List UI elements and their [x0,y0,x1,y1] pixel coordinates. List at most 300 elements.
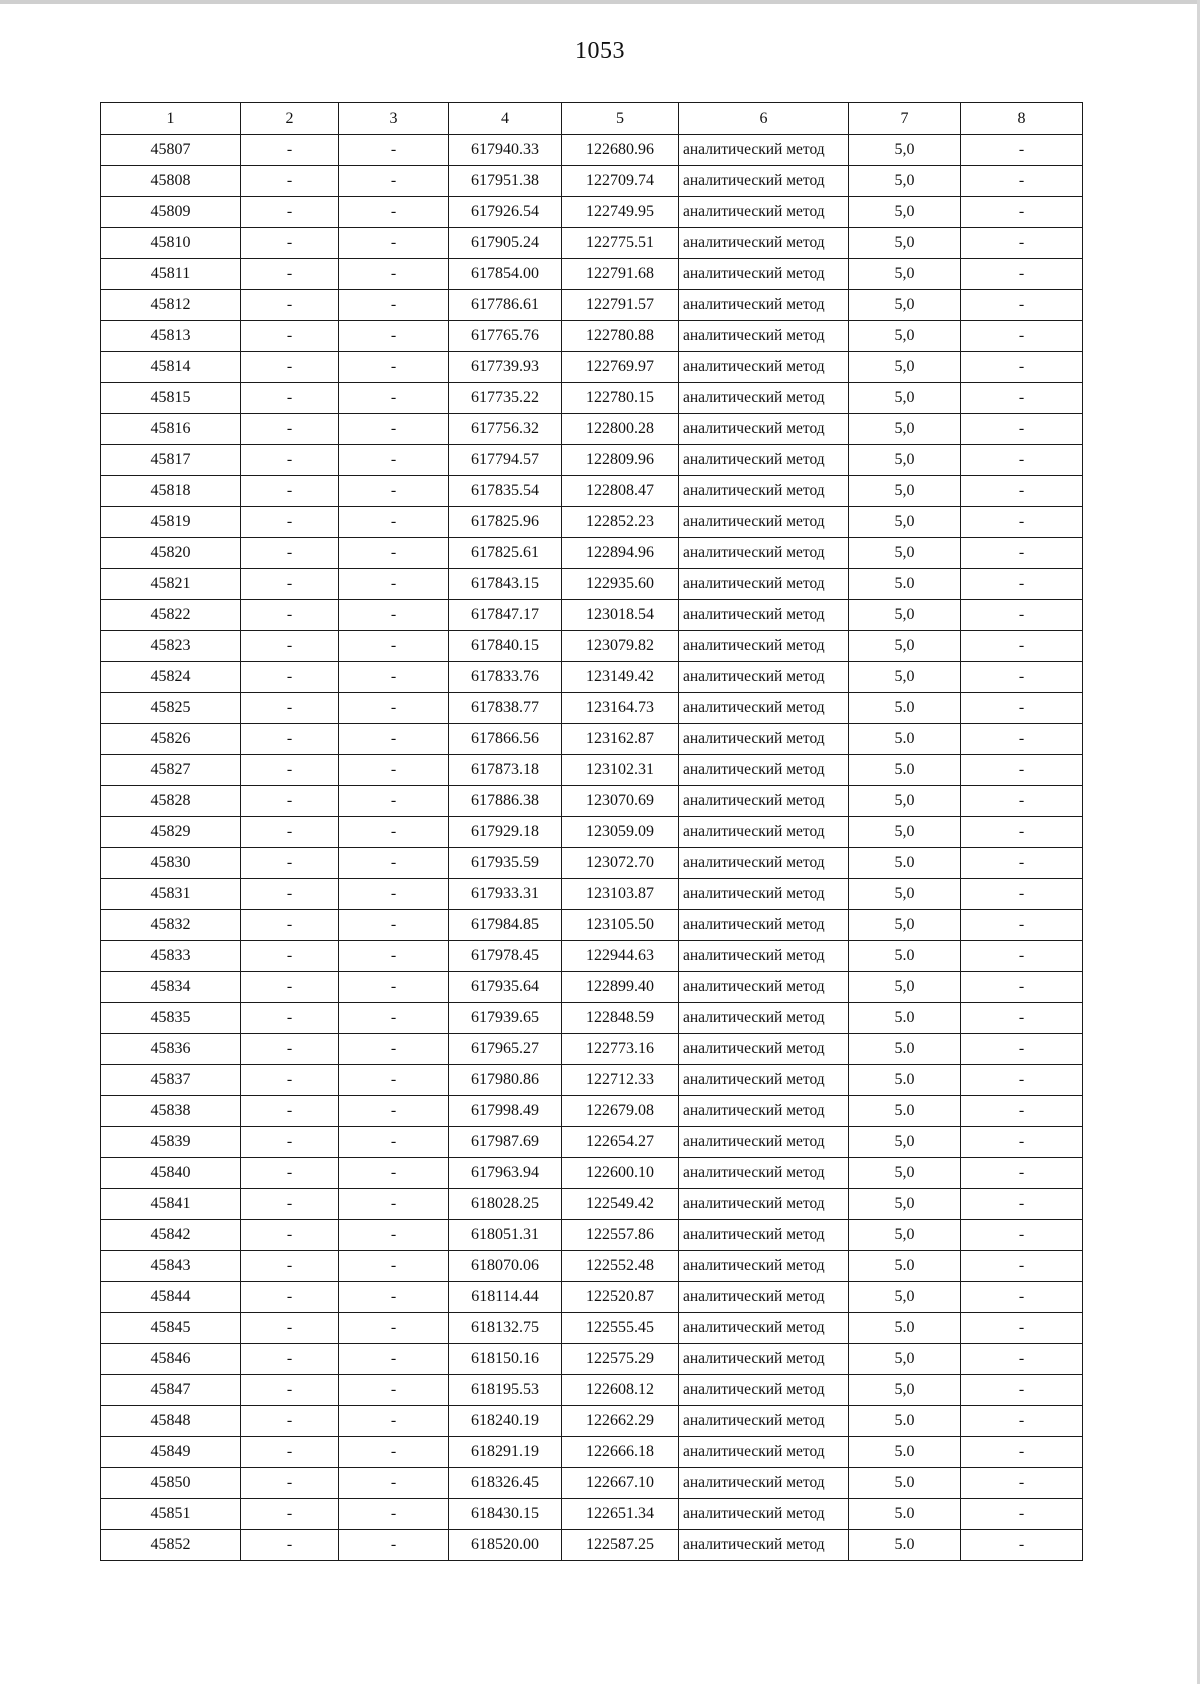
accuracy-cell: 5,0 [849,228,961,259]
col8-cell: - [961,941,1083,972]
point-number-cell: 45827 [101,755,241,786]
y-coordinate-cell: 122780.15 [562,383,679,414]
y-coordinate-cell: 122666.18 [562,1437,679,1468]
accuracy-cell: 5,0 [849,538,961,569]
x-coordinate-cell: 618326.45 [449,1468,562,1499]
col2-cell: - [241,1313,339,1344]
col2-cell: - [241,1499,339,1530]
col3-cell: - [339,1313,449,1344]
table-row [101,1189,1083,1220]
col8-cell: - [961,1468,1083,1499]
table-body [101,135,1083,1561]
point-number-cell: 45838 [101,1096,241,1127]
accuracy-cell: 5,0 [849,1220,961,1251]
point-number-cell: 45813 [101,321,241,352]
method-cell: аналитический метод [679,1282,849,1313]
col3-cell: - [339,135,449,166]
x-coordinate-cell: 617854.00 [449,259,562,290]
y-coordinate-cell: 123162.87 [562,724,679,755]
col8-cell: - [961,1034,1083,1065]
y-coordinate-cell: 122791.57 [562,290,679,321]
col2-cell: - [241,1220,339,1251]
y-coordinate-cell: 122809.96 [562,445,679,476]
method-cell: аналитический метод [679,507,849,538]
x-coordinate-cell: 618430.15 [449,1499,562,1530]
table-row [101,352,1083,383]
x-coordinate-cell: 617951.38 [449,166,562,197]
method-cell: аналитический метод [679,662,849,693]
accuracy-cell: 5,0 [849,476,961,507]
col2-cell: - [241,1127,339,1158]
col3-cell: - [339,538,449,569]
accuracy-cell: 5,0 [849,414,961,445]
method-cell: аналитический метод [679,1127,849,1158]
accuracy-cell: 5.0 [849,1437,961,1468]
point-number-cell: 45836 [101,1034,241,1065]
table-row [101,972,1083,1003]
point-number-cell: 45808 [101,166,241,197]
col8-cell: - [961,476,1083,507]
method-cell: аналитический метод [679,755,849,786]
x-coordinate-cell: 617978.45 [449,941,562,972]
point-number-cell: 45810 [101,228,241,259]
col3-cell: - [339,1406,449,1437]
col2-cell: - [241,197,339,228]
col3-cell: - [339,600,449,631]
header-cell: 4 [449,103,562,135]
table-row [101,1406,1083,1437]
accuracy-cell: 5,0 [849,197,961,228]
method-cell: аналитический метод [679,848,849,879]
table-row [101,1437,1083,1468]
point-number-cell: 45816 [101,414,241,445]
col8-cell: - [961,1220,1083,1251]
col8-cell: - [961,1127,1083,1158]
col2-cell: - [241,1251,339,1282]
col3-cell: - [339,321,449,352]
col8-cell: - [961,879,1083,910]
point-number-cell: 45846 [101,1344,241,1375]
col3-cell: - [339,1189,449,1220]
x-coordinate-cell: 617786.61 [449,290,562,321]
y-coordinate-cell: 122800.28 [562,414,679,445]
method-cell: аналитический метод [679,1251,849,1282]
accuracy-cell: 5.0 [849,941,961,972]
col8-cell: - [961,600,1083,631]
col2-cell: - [241,445,339,476]
x-coordinate-cell: 617940.33 [449,135,562,166]
col2-cell: - [241,755,339,786]
col3-cell: - [339,166,449,197]
col2-cell: - [241,538,339,569]
col2-cell: - [241,631,339,662]
method-cell: аналитический метод [679,135,849,166]
y-coordinate-cell: 123070.69 [562,786,679,817]
col2-cell: - [241,1034,339,1065]
header-cell: 3 [339,103,449,135]
accuracy-cell: 5.0 [849,1313,961,1344]
point-number-cell: 45852 [101,1530,241,1561]
accuracy-cell: 5,0 [849,445,961,476]
accuracy-cell: 5,0 [849,817,961,848]
method-cell: аналитический метод [679,166,849,197]
col3-cell: - [339,693,449,724]
col2-cell: - [241,290,339,321]
table-row [101,786,1083,817]
col2-cell: - [241,1406,339,1437]
method-cell: аналитический метод [679,321,849,352]
y-coordinate-cell: 122667.10 [562,1468,679,1499]
x-coordinate-cell: 617825.96 [449,507,562,538]
col8-cell: - [961,1375,1083,1406]
col3-cell: - [339,1034,449,1065]
x-coordinate-cell: 617926.54 [449,197,562,228]
table-row [101,1468,1083,1499]
table-row [101,1065,1083,1096]
method-cell: аналитический метод [679,1530,849,1561]
col8-cell: - [961,445,1083,476]
method-cell: аналитический метод [679,352,849,383]
col3-cell: - [339,1499,449,1530]
point-number-cell: 45841 [101,1189,241,1220]
accuracy-cell: 5,0 [849,166,961,197]
table-row [101,1003,1083,1034]
accuracy-cell: 5.0 [849,1003,961,1034]
y-coordinate-cell: 122769.97 [562,352,679,383]
point-number-cell: 45811 [101,259,241,290]
col2-cell: - [241,414,339,445]
point-number-cell: 45807 [101,135,241,166]
accuracy-cell: 5,0 [849,507,961,538]
table-row [101,259,1083,290]
col8-cell: - [961,290,1083,321]
y-coordinate-cell: 123059.09 [562,817,679,848]
method-cell: аналитический метод [679,1220,849,1251]
x-coordinate-cell: 617935.59 [449,848,562,879]
scan-edge-top [0,0,1200,4]
method-cell: аналитический метод [679,1406,849,1437]
page-number: 1053 [575,38,625,64]
col2-cell: - [241,879,339,910]
col2-cell: - [241,352,339,383]
table-row [101,631,1083,662]
y-coordinate-cell: 122791.68 [562,259,679,290]
col2-cell: - [241,1468,339,1499]
x-coordinate-cell: 617873.18 [449,755,562,786]
col2-cell: - [241,600,339,631]
accuracy-cell: 5.0 [849,1468,961,1499]
col2-cell: - [241,786,339,817]
accuracy-cell: 5,0 [849,972,961,1003]
col2-cell: - [241,662,339,693]
table-row [101,941,1083,972]
y-coordinate-cell: 122775.51 [562,228,679,259]
method-cell: аналитический метод [679,445,849,476]
point-number-cell: 45837 [101,1065,241,1096]
col2-cell: - [241,135,339,166]
y-coordinate-cell: 122651.34 [562,1499,679,1530]
col3-cell: - [339,724,449,755]
accuracy-cell: 5,0 [849,631,961,662]
x-coordinate-cell: 617998.49 [449,1096,562,1127]
col3-cell: - [339,569,449,600]
x-coordinate-cell: 617794.57 [449,445,562,476]
accuracy-cell: 5,0 [849,259,961,290]
col3-cell: - [339,1220,449,1251]
y-coordinate-cell: 122587.25 [562,1530,679,1561]
point-number-cell: 45817 [101,445,241,476]
col2-cell: - [241,1189,339,1220]
y-coordinate-cell: 122899.40 [562,972,679,1003]
point-number-cell: 45819 [101,507,241,538]
x-coordinate-cell: 617756.32 [449,414,562,445]
accuracy-cell: 5.0 [849,1034,961,1065]
col3-cell: - [339,1344,449,1375]
method-cell: аналитический метод [679,879,849,910]
col3-cell: - [339,383,449,414]
y-coordinate-cell: 122749.95 [562,197,679,228]
method-cell: аналитический метод [679,1065,849,1096]
col2-cell: - [241,1437,339,1468]
col8-cell: - [961,972,1083,1003]
point-number-cell: 45845 [101,1313,241,1344]
col8-cell: - [961,1313,1083,1344]
col3-cell: - [339,259,449,290]
col3-cell: - [339,1468,449,1499]
method-cell: аналитический метод [679,1034,849,1065]
x-coordinate-cell: 618132.75 [449,1313,562,1344]
col8-cell: - [961,1437,1083,1468]
table-row [101,1158,1083,1189]
col3-cell: - [339,879,449,910]
point-number-cell: 45847 [101,1375,241,1406]
point-number-cell: 45849 [101,1437,241,1468]
col3-cell: - [339,1003,449,1034]
point-number-cell: 45850 [101,1468,241,1499]
col8-cell: - [961,1003,1083,1034]
point-number-cell: 45814 [101,352,241,383]
point-number-cell: 45834 [101,972,241,1003]
y-coordinate-cell: 122555.45 [562,1313,679,1344]
table-row [101,755,1083,786]
x-coordinate-cell: 617840.15 [449,631,562,662]
method-cell: аналитический метод [679,972,849,1003]
col3-cell: - [339,1158,449,1189]
method-cell: аналитический метод [679,414,849,445]
x-coordinate-cell: 617838.77 [449,693,562,724]
y-coordinate-cell: 122680.96 [562,135,679,166]
col2-cell: - [241,910,339,941]
x-coordinate-cell: 617980.86 [449,1065,562,1096]
col8-cell: - [961,724,1083,755]
col2-cell: - [241,1003,339,1034]
table-row [101,879,1083,910]
y-coordinate-cell: 122679.08 [562,1096,679,1127]
col3-cell: - [339,1282,449,1313]
col8-cell: - [961,259,1083,290]
col2-cell: - [241,507,339,538]
x-coordinate-cell: 618150.16 [449,1344,562,1375]
point-number-cell: 45844 [101,1282,241,1313]
point-number-cell: 45843 [101,1251,241,1282]
x-coordinate-cell: 617843.15 [449,569,562,600]
col2-cell: - [241,383,339,414]
y-coordinate-cell: 122557.86 [562,1220,679,1251]
method-cell: аналитический метод [679,1499,849,1530]
method-cell: аналитический метод [679,569,849,600]
col2-cell: - [241,848,339,879]
coordinates-table [100,102,1083,1561]
coordinates-table-container [100,102,1082,1561]
col8-cell: - [961,755,1083,786]
header-cell: 1 [101,103,241,135]
x-coordinate-cell: 617833.76 [449,662,562,693]
table-row [101,1375,1083,1406]
table-row [101,817,1083,848]
point-number-cell: 45824 [101,662,241,693]
point-number-cell: 45825 [101,693,241,724]
y-coordinate-cell: 123072.70 [562,848,679,879]
col2-cell: - [241,1344,339,1375]
col3-cell: - [339,631,449,662]
table-row [101,1344,1083,1375]
method-cell: аналитический метод [679,1003,849,1034]
accuracy-cell: 5.0 [849,1406,961,1437]
col3-cell: - [339,848,449,879]
y-coordinate-cell: 122575.29 [562,1344,679,1375]
table-row [101,166,1083,197]
col8-cell: - [961,662,1083,693]
x-coordinate-cell: 617739.93 [449,352,562,383]
point-number-cell: 45833 [101,941,241,972]
y-coordinate-cell: 122549.42 [562,1189,679,1220]
method-cell: аналитический метод [679,600,849,631]
col2-cell: - [241,166,339,197]
col8-cell: - [961,538,1083,569]
col8-cell: - [961,1158,1083,1189]
method-cell: аналитический метод [679,817,849,848]
method-cell: аналитический метод [679,197,849,228]
accuracy-cell: 5.0 [849,848,961,879]
accuracy-cell: 5.0 [849,1251,961,1282]
point-number-cell: 45822 [101,600,241,631]
table-row [101,445,1083,476]
accuracy-cell: 5,0 [849,1127,961,1158]
accuracy-cell: 5,0 [849,662,961,693]
method-cell: аналитический метод [679,228,849,259]
point-number-cell: 45830 [101,848,241,879]
x-coordinate-cell: 618195.53 [449,1375,562,1406]
accuracy-cell: 5,0 [849,1344,961,1375]
col8-cell: - [961,569,1083,600]
y-coordinate-cell: 122852.23 [562,507,679,538]
col3-cell: - [339,476,449,507]
table-row [101,1127,1083,1158]
col3-cell: - [339,507,449,538]
accuracy-cell: 5.0 [849,1065,961,1096]
header-cell: 6 [679,103,849,135]
col8-cell: - [961,1530,1083,1561]
col8-cell: - [961,197,1083,228]
accuracy-cell: 5.0 [849,1530,961,1561]
table-row [101,1220,1083,1251]
col3-cell: - [339,910,449,941]
col8-cell: - [961,321,1083,352]
x-coordinate-cell: 617963.94 [449,1158,562,1189]
x-coordinate-cell: 618520.00 [449,1530,562,1561]
table-row [101,228,1083,259]
accuracy-cell: 5,0 [849,352,961,383]
x-coordinate-cell: 617735.22 [449,383,562,414]
col2-cell: - [241,228,339,259]
col8-cell: - [961,1282,1083,1313]
x-coordinate-cell: 617939.65 [449,1003,562,1034]
x-coordinate-cell: 618114.44 [449,1282,562,1313]
method-cell: аналитический метод [679,724,849,755]
col3-cell: - [339,662,449,693]
x-coordinate-cell: 618028.25 [449,1189,562,1220]
col3-cell: - [339,445,449,476]
y-coordinate-cell: 122608.12 [562,1375,679,1406]
accuracy-cell: 5.0 [849,724,961,755]
table-row [101,693,1083,724]
point-number-cell: 45851 [101,1499,241,1530]
point-number-cell: 45823 [101,631,241,662]
point-number-cell: 45815 [101,383,241,414]
col3-cell: - [339,972,449,1003]
y-coordinate-cell: 122520.87 [562,1282,679,1313]
col3-cell: - [339,414,449,445]
accuracy-cell: 5.0 [849,569,961,600]
table-row [101,1034,1083,1065]
col2-cell: - [241,693,339,724]
x-coordinate-cell: 617929.18 [449,817,562,848]
point-number-cell: 45831 [101,879,241,910]
x-coordinate-cell: 617825.61 [449,538,562,569]
table-row [101,910,1083,941]
col8-cell: - [961,910,1083,941]
point-number-cell: 45840 [101,1158,241,1189]
method-cell: аналитический метод [679,476,849,507]
col2-cell: - [241,569,339,600]
accuracy-cell: 5.0 [849,1499,961,1530]
accuracy-cell: 5,0 [849,786,961,817]
y-coordinate-cell: 122600.10 [562,1158,679,1189]
col2-cell: - [241,1096,339,1127]
y-coordinate-cell: 122662.29 [562,1406,679,1437]
table-row [101,476,1083,507]
x-coordinate-cell: 617886.38 [449,786,562,817]
accuracy-cell: 5,0 [849,321,961,352]
x-coordinate-cell: 617866.56 [449,724,562,755]
method-cell: аналитический метод [679,1468,849,1499]
x-coordinate-cell: 617905.24 [449,228,562,259]
table-row [101,848,1083,879]
accuracy-cell: 5,0 [849,1375,961,1406]
col8-cell: - [961,352,1083,383]
col2-cell: - [241,972,339,1003]
accuracy-cell: 5,0 [849,910,961,941]
y-coordinate-cell: 123018.54 [562,600,679,631]
point-number-cell: 45820 [101,538,241,569]
x-coordinate-cell: 617847.17 [449,600,562,631]
col2-cell: - [241,1065,339,1096]
table-row [101,1096,1083,1127]
accuracy-cell: 5,0 [849,1158,961,1189]
col2-cell: - [241,1282,339,1313]
col8-cell: - [961,228,1083,259]
accuracy-cell: 5.0 [849,693,961,724]
